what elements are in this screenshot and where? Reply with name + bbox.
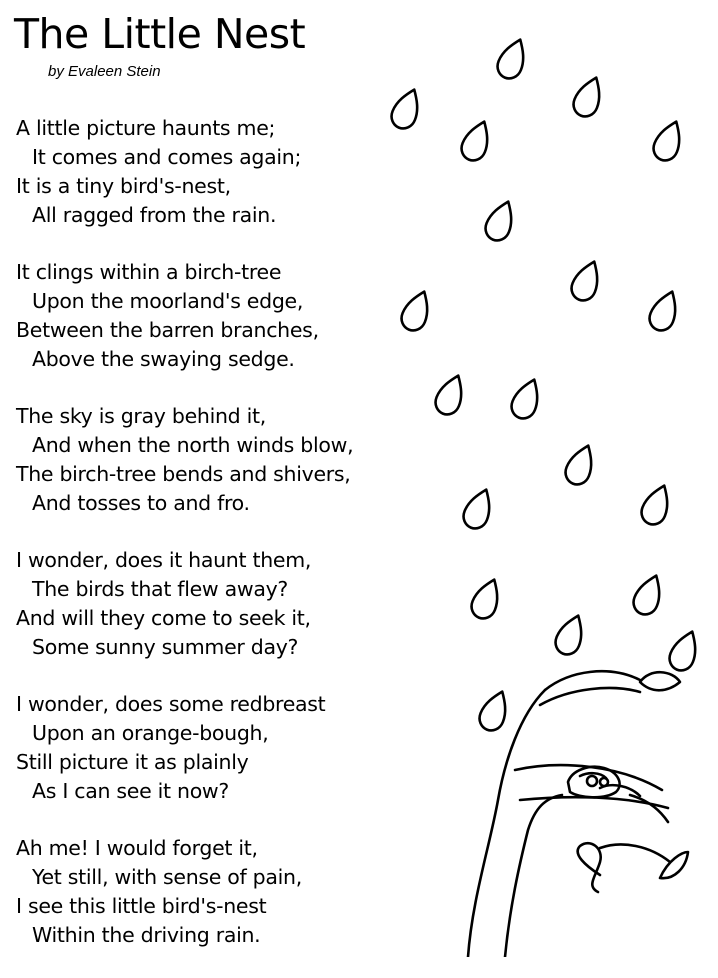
stanza	[16, 258, 416, 374]
poem-line: Some sunny summer day?	[32, 635, 299, 659]
poem-line: Above the swaying sedge.	[32, 347, 295, 371]
raindrop-icon	[666, 627, 704, 674]
poem-author: by Evaleen Stein	[48, 63, 161, 80]
raindrop-icon	[570, 73, 608, 120]
raindrop-icon	[432, 371, 470, 418]
poem-line: It comes and comes again;	[32, 145, 302, 169]
raindrop-icon	[460, 485, 498, 532]
poem-line: Ah me! I would forget it,	[16, 836, 258, 860]
poem-line: Still picture it as plainly	[16, 750, 249, 774]
raindrop-icon	[476, 687, 514, 734]
raindrop-icon	[638, 481, 676, 528]
poem-line: It is a tiny bird's-nest,	[16, 174, 231, 198]
raindrop-icon	[552, 611, 590, 658]
poem-line: Upon an orange-bough,	[32, 721, 269, 745]
poem-line: Within the driving rain.	[32, 923, 261, 947]
poem-line: I wonder, does some redbreast	[16, 692, 326, 716]
leaf-icon	[600, 672, 688, 878]
raindrop-icon	[508, 375, 546, 422]
bird-nest-icon	[568, 767, 620, 798]
poem-line: It clings within a birch-tree	[16, 260, 282, 284]
raindrop-icon	[482, 197, 520, 244]
poem-line: All ragged from the rain.	[32, 203, 277, 227]
poem-line: I wonder, does it haunt them,	[16, 548, 312, 572]
tendril-icon	[578, 843, 601, 892]
poem-line: A little picture haunts me;	[16, 116, 276, 140]
raindrop-icon	[562, 441, 600, 488]
poem-line: And tosses to and fro.	[32, 491, 250, 515]
stanza	[16, 690, 416, 806]
raindrop-icon	[494, 35, 532, 82]
stanza	[16, 546, 416, 662]
raindrop-icon	[646, 287, 684, 334]
poem-title: The Little Nest	[14, 10, 306, 58]
poem-line: As I can see it now?	[32, 779, 229, 803]
stanza	[16, 834, 416, 950]
raindrop-icon	[568, 257, 606, 304]
raindrop-icon	[458, 117, 496, 164]
poem-line: I see this little bird's-nest	[16, 894, 267, 918]
raindrop-icon	[630, 571, 668, 618]
stanza	[16, 402, 416, 518]
poem-line: The birch-tree bends and shivers,	[16, 462, 351, 486]
stanza	[16, 114, 416, 230]
poem-line: And will they come to seek it,	[16, 606, 311, 630]
poem-line: Upon the moorland's edge,	[32, 289, 304, 313]
poem-line: Between the barren branches,	[16, 318, 319, 342]
poem-line: And when the north winds blow,	[32, 433, 354, 457]
poem-body	[16, 114, 416, 978]
raindrops	[388, 35, 704, 734]
raindrop-icon	[468, 575, 506, 622]
birch-branch-icon	[468, 671, 670, 957]
raindrop-icon	[650, 117, 688, 164]
poem-line: The birds that flew away?	[32, 577, 288, 601]
poem-line: Yet still, with sense of pain,	[32, 865, 302, 889]
poem-line: The sky is gray behind it,	[16, 404, 266, 428]
